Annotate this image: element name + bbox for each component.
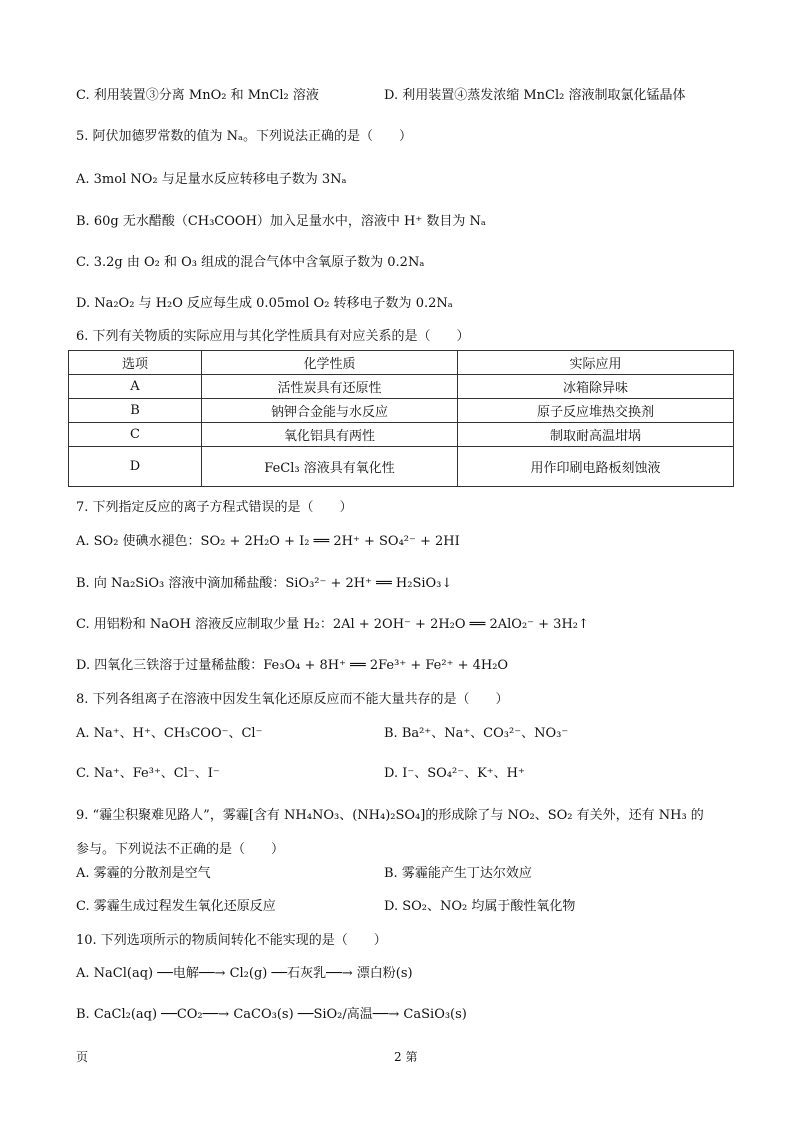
table-cell: 氧化铝具有两性: [202, 423, 458, 447]
q7-option-c: C. 用铝粉和 NaOH 溶液反应制取少量 H₂：2Al + 2OH⁻ + 2H₂O ══ 2AlO₂⁻ + 3H₂↑: [76, 617, 589, 632]
q5-option-a: A. 3mol NO₂ 与足量水反应转移电子数为 3Nₐ: [76, 172, 347, 187]
table-row: [69, 399, 734, 423]
table-cell: D: [69, 447, 202, 487]
table-row: [69, 375, 734, 399]
table-cell: C: [69, 423, 202, 447]
q10-option-b: B. CaCl₂(aq) ──CO₂──→ CaCO₃(s) ──SiO₂/高温──→ CaSiO₃(s): [76, 1007, 467, 1022]
q8-option-d: D. I⁻、SO₄²⁻、K⁺、H⁺: [384, 766, 525, 781]
table-cell: 钠钾合金能与水反应: [202, 399, 458, 423]
table-cell: FeCl₃ 溶液具有氧化性: [202, 447, 458, 487]
q9-option-a: A. 雾霾的分散剂是空气: [76, 866, 211, 881]
q8-option-a: A. Na⁺、H⁺、CH₃COO⁻、Cl⁻: [76, 726, 263, 741]
q9-option-c: C. 雾霾生成过程发生氧化还原反应: [76, 899, 276, 914]
q8-option-c: C. Na⁺、Fe³⁺、Cl⁻、I⁻: [76, 766, 220, 781]
properties-table: [68, 350, 734, 487]
table-header: 选项: [69, 351, 202, 375]
page-number: 2 第: [394, 1050, 418, 1064]
table-cell: 冰箱除异味: [458, 375, 734, 399]
table-header: 化学性质: [202, 351, 458, 375]
q7-option-b: B. 向 Na₂SiO₃ 溶液中滴加稀盐酸：SiO₃²⁻ + 2H⁺ ══ H₂SiO₃↓: [76, 576, 453, 591]
question-8-stem: 8. 下列各组离子在溶液中因发生氧化还原反应而不能大量共存的是（ ）: [76, 692, 509, 707]
option-c-q4: C. 利用装置③分离 MnO₂ 和 MnCl₂ 溶液: [76, 88, 319, 103]
table-cell: A: [69, 375, 202, 399]
line-0: [76, 86, 319, 106]
question-10-stem: 10. 下列选项所示的物质间转化不能实现的是（ ）: [76, 933, 387, 948]
question-9-stem: 9. “霾尘积聚难见路人”，雾霾[含有 NH₄NO₃、(NH₄)₂SO₄]的形成除了与 NO₂、SO₂ 有关外，还有 NH₃ 的: [76, 808, 704, 823]
table-cell: 制取耐高温坩埚: [458, 423, 734, 447]
q5-option-d: D. Na₂O₂ 与 H₂O 反应每生成 0.05mol O₂ 转移电子数为 0.2Nₐ: [76, 296, 453, 311]
q5-option-c: C. 3.2g 由 O₂ 和 O₃ 组成的混合气体中含氧原子数为 0.2Nₐ: [76, 255, 425, 270]
question-9-stem-cont: 参与。下列说法不正确的是（ ）: [76, 842, 285, 857]
table-cell: 原子反应堆热交换剂: [458, 399, 734, 423]
q9-option-b: B. 雾霾能产生丁达尔效应: [384, 866, 532, 881]
q5-option-b: B. 60g 无水醋酸（CH₃COOH）加入足量水中，溶液中 H⁺ 数目为 Nₐ: [76, 214, 486, 229]
q8-option-b: B. Ba²⁺、Na⁺、CO₃²⁻、NO₃⁻: [384, 726, 569, 741]
q9-option-d: D. SO₂、NO₂ 均属于酸性氧化物: [384, 899, 576, 914]
question-6-stem: 6. 下列有关物质的实际应用与其化学性质具有对应关系的是（ ）: [76, 329, 470, 344]
q10-option-a: A. NaCl(aq) ──电解──→ Cl₂(g) ──石灰乳──→ 漂白粉(s): [76, 966, 413, 981]
table-cell: 用作印刷电路板刻蚀液: [458, 447, 734, 487]
q7-option-a: A. SO₂ 使碘水褪色：SO₂ + 2H₂O + I₂ ══ 2H⁺ + SO₄²⁻ + 2HI: [76, 534, 460, 549]
question-5-stem: 5. 阿伏加德罗常数的值为 Nₐ。下列说法正确的是（ ）: [76, 129, 413, 144]
question-7-stem: 7. 下列指定反应的离子方程式错误的是（ ）: [76, 500, 353, 515]
table-row: [69, 447, 734, 487]
table-header: 实际应用: [458, 351, 734, 375]
table-cell: B: [69, 399, 202, 423]
table-header-row: [69, 351, 734, 375]
table-cell: 活性炭具有还原性: [202, 375, 458, 399]
table-row: [69, 423, 734, 447]
footer-left: 页: [76, 1050, 89, 1064]
line-0-col2: D. 利用装置④蒸发浓缩 MnCl₂ 溶液制取氯化锰晶体: [384, 88, 686, 103]
q7-option-d: D. 四氧化三铁溶于过量稀盐酸：Fe₃O₄ + 8H⁺ ══ 2Fe³⁺ + Fe²⁺ + 4H₂O: [76, 658, 509, 673]
